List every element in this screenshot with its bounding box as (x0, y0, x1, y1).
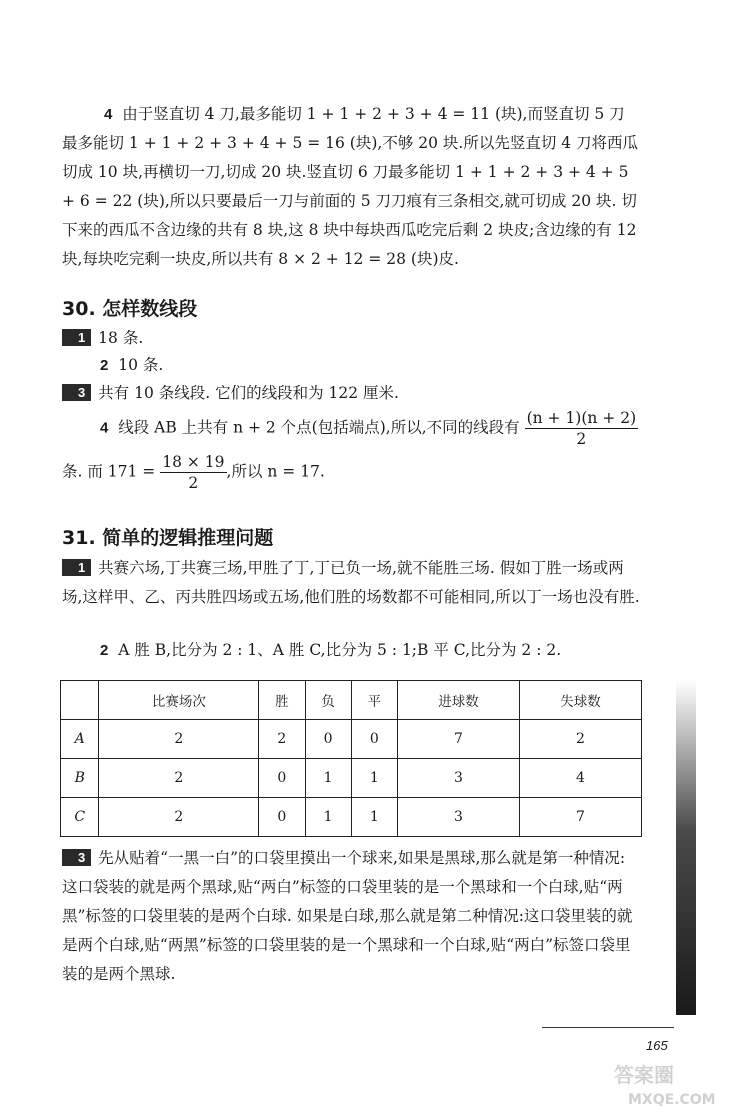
table-cell: 7 (398, 720, 520, 759)
table-cell: 1 (305, 759, 351, 798)
item-number: 2 (100, 642, 109, 659)
fraction-numerator: (n + 1)(n + 2) (526, 409, 637, 427)
footer-divider (542, 1027, 674, 1028)
item-text: 10 条. (118, 356, 164, 374)
item-text: 共赛六场,丁共赛三场,甲胜了丁,丁已负一场,就不能胜三场. 假如丁胜一场或两场,这样甲、乙、丙共胜四场或五场,他们胜的场数都不可能相同,所以丁一场也没有胜. (62, 559, 640, 606)
item-number-badge: 3 (62, 384, 91, 401)
table-cell: A (61, 720, 99, 759)
fraction-numerator: 18 × 19 (162, 453, 225, 471)
table-cell: 0 (351, 720, 397, 759)
section-heading-31: 31. 简单的逻辑推理问题 (62, 527, 274, 549)
table-cell: 0 (259, 759, 305, 798)
table-header-row (61, 681, 642, 720)
results-table (60, 680, 642, 837)
item-text: 线段 AB 上共有 n + 2 个点(包括端点),所以,不同的线段有 (118, 418, 520, 437)
table-cell: 7 (519, 798, 641, 837)
answer-item-4-cont (62, 452, 325, 493)
table-cell: 2 (99, 720, 259, 759)
item-text: 先从贴着“一黑一白”的口袋里摸出一个球来,如果是黑球,那么就是第一种情况:这口袋装的就是两个黑球,贴“两白”标签的口袋里装的是一个黑球和一个白球,贴“两黑”标签的口袋里装的是两个白球. 如果是白球,那么就是第二种情况:这口袋里装的就是两个白球,贴“两黑”标签的口袋里装的是一个黑球和一个白球,贴“两白”标签口袋里装的是两个黑球. (62, 849, 633, 983)
table-cell: 2 (99, 759, 259, 798)
table-cell: C (61, 798, 99, 837)
item-number: 2 (100, 357, 109, 374)
item-text: 条. 而 171 = (62, 462, 156, 481)
page-number: 165 (646, 1038, 668, 1053)
item-text: 共有 10 条线段. 它们的线段和为 122 厘米. (98, 384, 399, 402)
table-header-cell: 进球数 (398, 681, 520, 720)
table-row (61, 798, 642, 837)
table-cell: 0 (305, 720, 351, 759)
table-cell: 2 (99, 798, 259, 837)
table-row (61, 759, 642, 798)
section-heading-30: 30. 怎样数线段 (62, 298, 198, 320)
item-number: 4 (100, 419, 109, 437)
table-cell: 3 (398, 798, 520, 837)
answer-item-2 (100, 353, 163, 375)
table-cell: 1 (305, 798, 351, 837)
answer-item-1 (62, 554, 640, 612)
table-cell: B (61, 759, 99, 798)
item-text: A 胜 B,比分为 2 : 1、A 胜 C,比分为 5 : 1;B 平 C,比分为 2 : 2. (118, 641, 562, 659)
item-text: ,所以 n = 17. (226, 462, 325, 481)
table-cell: 2 (259, 720, 305, 759)
svg-text:答案圈: 答案圈 (614, 1063, 674, 1087)
answer-item-3 (62, 844, 640, 989)
fraction-denominator: 2 (188, 474, 199, 492)
table-header-cell: 平 (351, 681, 397, 720)
svg-text:MXQE.COM: MXQE.COM (628, 1092, 716, 1108)
watermark-logo (612, 1060, 742, 1110)
item-number-badge: 3 (62, 849, 91, 866)
table-row (61, 720, 642, 759)
fraction (160, 452, 226, 493)
answer-item-1 (62, 326, 143, 348)
table-header-cell: 比赛场次 (99, 681, 259, 720)
page-edge-tab (676, 680, 696, 1015)
table-header-cell: 失球数 (519, 681, 641, 720)
item-text: 由于竖直切 4 刀,最多能切 1 + 1 + 2 + 3 + 4 = 11 (块),而竖直切 5 刀最多能切 1 + 1 + 2 + 3 + 4 + 5 = 16 (块),不够 20 块.所以先竖直切 4 刀将西瓜切成 10 块,再横切一刀,切成 20 块.竖直切 6 刀最多能切 1 + 1 + 2 + 3 + 4 + 5 + 6 = 22 (块),所以只要最后一刀与前面的 5 刀刀痕有三条相交,就可切成 20 块. 切下来的西瓜不含边缘的共有 8 块,这 8 块中每块西瓜吃完后剩 2 块皮;含边缘的有 12 块,每块吃完剩一块皮,所以共有 8 × 2 + 12 = 28 (块)皮. (62, 105, 639, 268)
item-text: 18 条. (98, 329, 144, 347)
table-header-cell: 负 (305, 681, 351, 720)
table-cell: 1 (351, 759, 397, 798)
item-number: 4 (104, 106, 113, 123)
answer-item-4 (100, 408, 638, 449)
table-cell: 1 (351, 798, 397, 837)
table-cell: 3 (398, 759, 520, 798)
table-cell: 0 (259, 798, 305, 837)
answer-item-3 (62, 381, 399, 403)
item-number-badge: 1 (62, 559, 91, 576)
fraction-denominator: 2 (576, 430, 587, 448)
item-number-badge: 1 (62, 329, 91, 346)
answer-item-2 (100, 638, 561, 660)
table-header-cell: 胜 (259, 681, 305, 720)
answer-paragraph-top (62, 100, 640, 274)
table-cell: 2 (519, 720, 641, 759)
fraction (525, 408, 639, 449)
table-header-cell (61, 681, 99, 720)
table-cell: 4 (519, 759, 641, 798)
